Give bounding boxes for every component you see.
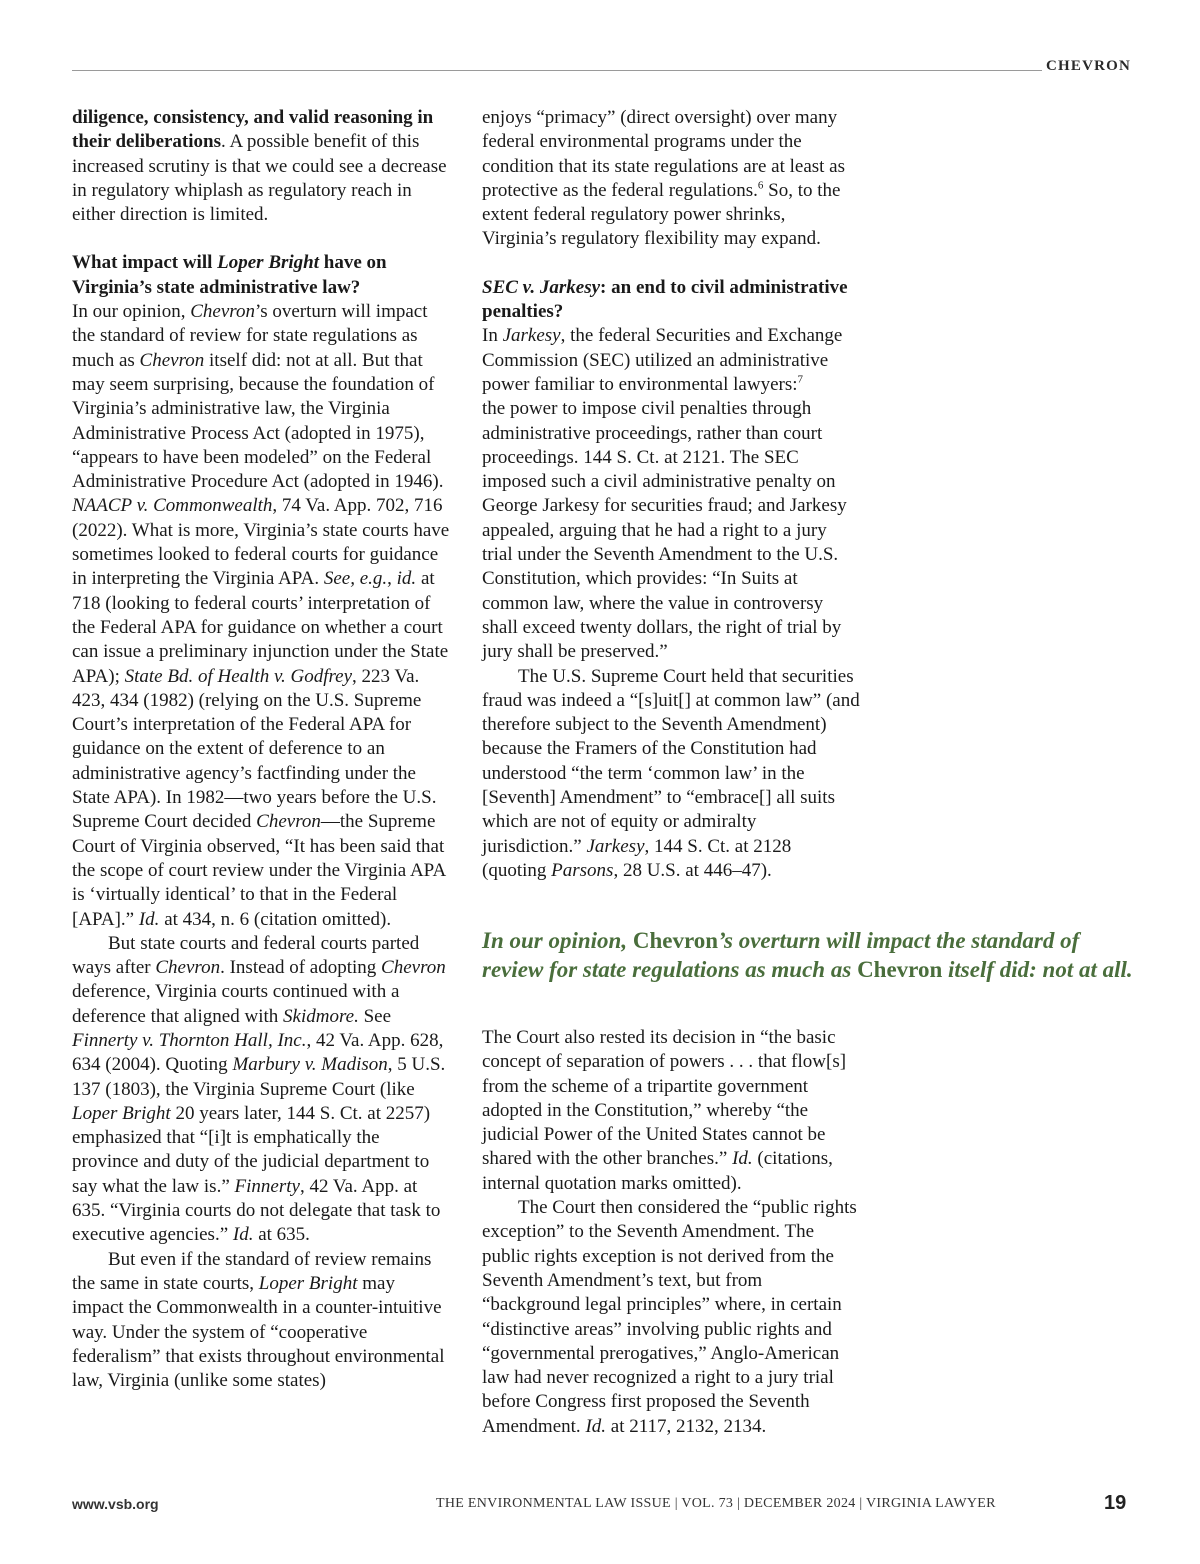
section-heading-loper bbox=[72, 251, 450, 300]
page-footer bbox=[0, 1494, 1200, 1524]
t: But state courts and federal courts parted ways after bbox=[72, 932, 420, 979]
t: , 74 Va. App. 702, 716 (2022). What is more, Virginia’s state courts have sometimes looked to federal courts for guidance in interpreting the Virginia APA. bbox=[72, 495, 450, 590]
case: Id. bbox=[732, 1148, 753, 1170]
case: Finnerty v. Thornton Hall, Inc. bbox=[72, 1029, 307, 1051]
right-column bbox=[482, 106, 860, 883]
right-column-lower bbox=[482, 1026, 860, 1439]
t: , 5 U.S. 137 (1803), the Virginia Supreme Court (like bbox=[72, 1054, 446, 1100]
case: Parsons bbox=[551, 859, 614, 881]
t: itself did: not at all. But that may seem surprising, because the foundation of Virginia’s administrative law, the Virginia Administrative Process Act (adopted in 1975), “appears to have been modeled” on the Federal Administrative Procedure Act (adopted in 1946). bbox=[72, 349, 444, 493]
t: . Instead of adopting bbox=[220, 957, 382, 979]
t: itself did: not at all. bbox=[942, 957, 1133, 982]
left-paragraph-1 bbox=[72, 106, 450, 227]
heading-case: Loper Bright bbox=[217, 252, 320, 274]
left-paragraph-2 bbox=[72, 300, 450, 932]
right-paragraph-3 bbox=[482, 665, 860, 884]
case: Loper Bright bbox=[258, 1272, 358, 1294]
t: enjoys “primacy” (direct oversight) over many federal environmental programs under the condition that its state regulations are at least as protective as the federal regulations. bbox=[482, 107, 846, 201]
running-head: CHEVRON bbox=[1046, 58, 1132, 74]
t: So, to the extent federal regulatory power shrinks, Virginia’s regulatory flexibility may expand. bbox=[482, 179, 841, 250]
pull-quote bbox=[482, 926, 1142, 984]
t: 20 years later, 144 S. Ct. at 2257) emphasized that “[i]t is emphatically the province and duty of the judicial department to say what the law is.” bbox=[72, 1102, 431, 1197]
case: Chevron bbox=[155, 957, 221, 979]
header-rule bbox=[72, 70, 1042, 71]
case: Loper Bright bbox=[72, 1102, 171, 1124]
case: Id. bbox=[585, 1415, 607, 1437]
t: (citations, internal quotation marks omitted). bbox=[482, 1148, 833, 1194]
t: —the Supreme Court of Virginia observed, “It has been said that the scope of court review under the Virginia APA is ‘virtually identical’ to that in the Federal [APA].” bbox=[72, 811, 446, 930]
t: See bbox=[358, 1005, 392, 1027]
heading-text: What impact will bbox=[72, 252, 218, 274]
heading-case: SEC v. Jarkesy bbox=[482, 276, 601, 298]
right-paragraph-4 bbox=[482, 1026, 860, 1196]
right-paragraph-1 bbox=[482, 106, 860, 252]
footnote-ref: 6 bbox=[757, 179, 764, 192]
case: Id. bbox=[232, 1224, 254, 1246]
case: Marbury v. Madison bbox=[232, 1054, 388, 1076]
t: ’s overturn will impact the standard of review for state regulations as much as bbox=[72, 301, 428, 371]
t: the power to impose civil penalties through administrative proceedings, rather than court proceedings. 144 S. Ct. at 2121. The SEC imposed such a civil administrative penalty on George Jarkesy for securities fraud; and Jarkesy appealed, arguing that he had a right to a jury trial under the Seventh Amendment to the U.S. Constitution, which provides: “In Suits at common law, where the value in controversy shall exceed twenty dollars, the right of trial by jury shall be preserved.” bbox=[482, 398, 847, 663]
t: The U.S. Supreme Court held that securities fraud was indeed a “[s]uit[] at common law” (and therefore subject to the Seventh Amendment) because the Framers of the Constitution had understood “the term ‘common law’ in the [Seventh] Amendment” to “embrace[] all suits which are not of equity or admiralty jurisdiction.” bbox=[482, 665, 860, 857]
left-column bbox=[72, 106, 450, 1393]
case: See, e.g. bbox=[323, 568, 388, 590]
t: , 42 Va. App. 628, 634 (2004). Quoting bbox=[72, 1029, 444, 1076]
right-paragraph-2 bbox=[482, 324, 860, 664]
bold-lead: diligence, consistency, and valid reasoning in their deliberations bbox=[72, 107, 434, 153]
case: Chevron bbox=[632, 928, 719, 953]
section-heading-jarkesy bbox=[482, 276, 860, 325]
t: , 28 U.S. at 446–47). bbox=[613, 859, 772, 881]
t: The Court also rested its decision in “the basic concept of separation of powers . . . that flow[s] from the scheme of a tripartite government adopted in the Constitution,” whereby “the judicial Power of the United States cannot be shared with the other branches.” bbox=[482, 1027, 847, 1170]
t: may impact the Commonwealth in a counter-intuitive way. Under the system of “cooperative federalism” that exists throughout environmental law, Virginia (unlike some states) bbox=[72, 1272, 445, 1392]
t: The Court then considered the “public rights exception” to the Seventh Amendment. The public rights exception is not derived from the Seventh Amendment’s text, but from “background legal principles” where, in certain “distinctive areas” involving public rights and “governmental prerogatives,” Anglo-American law had never recognized a right to a jury trial before Congress first proposed the Seventh Amendment. bbox=[482, 1197, 857, 1437]
t: deference, Virginia courts continued with a deference that aligned with bbox=[72, 981, 400, 1027]
case: Chevron bbox=[139, 349, 205, 371]
t: In bbox=[482, 325, 503, 347]
text: . A possible benefit of this increased scrutiny is that we could see a decrease in regulatory whiplash as regulatory reach in either direction is limited. bbox=[72, 131, 447, 226]
t: In our opinion, bbox=[482, 928, 633, 953]
heading-text: : an end to civil administrative penalties? bbox=[482, 276, 848, 323]
case: Chevron bbox=[190, 301, 255, 323]
t: , 223 Va. 423, 434 (1982) (relying on the U.S. Supreme Court’s interpretation of the Federal APA for guidance on the extent of deference to an administrative agency’s factfinding under the State APA). In 1982—two years before the U.S. Supreme Court decided bbox=[72, 665, 437, 833]
heading-text: have on Virginia’s state administrative law? bbox=[72, 252, 387, 298]
t: In our opinion, bbox=[72, 301, 191, 323]
left-paragraph-3 bbox=[72, 932, 450, 1248]
case: Chevron bbox=[256, 811, 321, 833]
website-link[interactable]: www.vsb.org bbox=[72, 1496, 159, 1512]
case: Id. bbox=[138, 908, 160, 930]
t: , 144 S. Ct. at 2128 (quoting bbox=[482, 835, 792, 881]
case: State Bd. of Health v. Godfrey bbox=[124, 665, 353, 687]
case: Jarkesy bbox=[586, 835, 645, 857]
case: Jarkesy bbox=[502, 325, 561, 347]
t: at 2117, 2132, 2134. bbox=[606, 1415, 767, 1437]
case: NAACP v. Commonwealth bbox=[72, 495, 273, 517]
case: id. bbox=[396, 568, 417, 590]
t: ’s overturn will impact the standard of review for state regulations as much as bbox=[482, 928, 1080, 982]
t: at 434, n. 6 (citation omitted). bbox=[159, 908, 392, 930]
t: at 718 (looking to federal courts’ interpretation of the Federal APA for guidance on whether a court can issue a preliminary injunction under the State APA); bbox=[72, 568, 449, 687]
footnote-ref: 7 bbox=[797, 373, 804, 386]
left-paragraph-4 bbox=[72, 1248, 450, 1394]
issue-info: THE ENVIRONMENTAL LAW ISSUE | VOL. 73 | DECEMBER 2024 | VIRGINIA LAWYER bbox=[436, 1496, 996, 1511]
page-number: 19 bbox=[1104, 1492, 1127, 1514]
case: Chevron bbox=[857, 957, 943, 982]
right-paragraph-5 bbox=[482, 1196, 860, 1439]
t: But even if the standard of review remains the same in state courts, bbox=[72, 1248, 432, 1294]
case: Chevron bbox=[381, 957, 446, 979]
t: , the federal Securities and Exchange Commission (SEC) utilized an administrative power familiar to environmental lawyers: bbox=[482, 325, 843, 395]
case: Skidmore. bbox=[283, 1005, 359, 1027]
t: at 635. bbox=[253, 1224, 310, 1246]
t: , bbox=[387, 568, 397, 590]
case: Finnerty bbox=[234, 1175, 300, 1197]
t: , 42 Va. App. at 635. “Virginia courts do not delegate that task to executive agencies.” bbox=[72, 1175, 441, 1246]
